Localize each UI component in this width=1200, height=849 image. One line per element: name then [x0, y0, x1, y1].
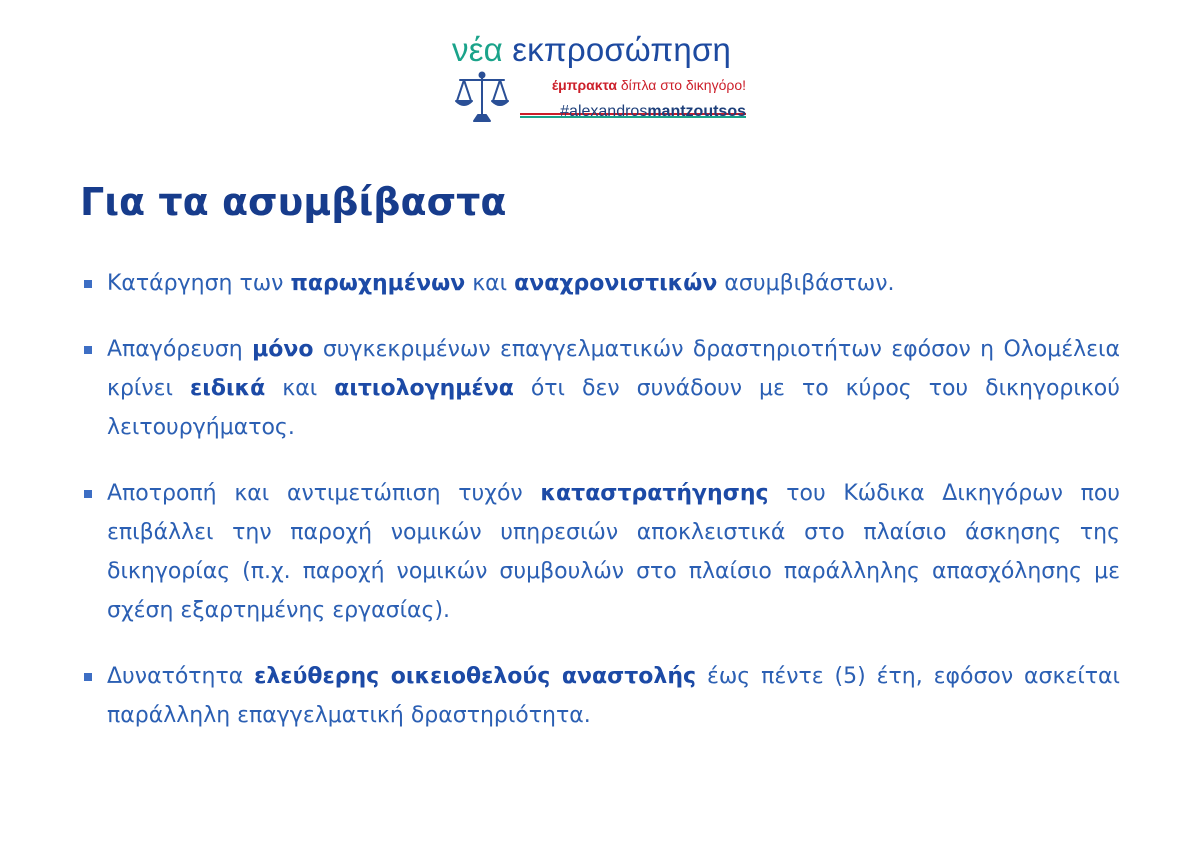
logo-title	[452, 30, 731, 70]
text-segment: Απαγόρευση	[107, 337, 253, 362]
text-segment: ότι δεν συνάδουν με το κύρος του δικηγορικού λειτουργήματος.	[107, 376, 1121, 440]
list-item	[80, 264, 1120, 303]
bullet-list	[80, 264, 1120, 762]
square-bullet-icon	[84, 490, 92, 498]
logo-hashtag-bold: mantzoutsos	[647, 103, 746, 120]
list-item	[80, 474, 1120, 630]
text-segment: έως πέντε (5) έτη, εφόσον ασκείται παράλληλη επαγγελματική δραστηριότητα.	[107, 664, 1120, 728]
logo-hashtag	[520, 102, 746, 122]
scales-of-justice-icon	[454, 71, 510, 125]
logo-tagline-rest: δίπλα στο δικηγόρο!	[620, 77, 746, 93]
page-heading: Για τα ασυμβίβαστα	[80, 180, 507, 224]
text-segment: Αποτροπή και αντιμετώπιση τυχόν	[107, 481, 541, 506]
text-segment: συγκεκριμένων επαγγελματικών δραστηριοτήτων εφόσον η Ολομέλεια κρίνει	[107, 337, 1121, 401]
bold-text: ελεύθερης οικειοθελούς αναστολής	[254, 664, 697, 689]
brand-logo	[452, 30, 752, 126]
text-segment: ασυμβιβάστων.	[717, 271, 895, 296]
bold-text: αιτιολογημένα	[334, 376, 514, 401]
logo-title-word-2: εκπροσώπηση	[512, 31, 732, 68]
text-segment: του Κώδικα Δικηγόρων που επιβάλλει την παροχή νομικών υπηρεσιών αποκλειστικά στο πλαίσιο άσκησης της δικηγορίας (π.χ. παροχή νομικών συμβουλών στο πλαίσιο παράλληλης απασχόλησης με σχέση εξαρτημένης εργασίας).	[107, 481, 1121, 623]
square-bullet-icon	[84, 346, 92, 354]
text-segment: και	[265, 376, 335, 401]
logo-hashtag-light: #alexandros	[560, 103, 648, 120]
bold-text: ειδικά	[190, 376, 266, 401]
text-segment: και	[465, 271, 515, 296]
list-item	[80, 657, 1120, 735]
bold-text: καταστρατήγησης	[540, 481, 769, 506]
list-item	[80, 330, 1120, 447]
bold-text: μόνο	[252, 337, 314, 362]
text-segment: Κατάργηση των	[107, 271, 291, 296]
text-segment: Δυνατότητα	[107, 664, 255, 689]
logo-tagline	[520, 76, 746, 94]
square-bullet-icon	[84, 673, 92, 681]
bold-text: παρωχημένων	[290, 271, 466, 296]
logo-tagline-bold: έμπρακτα	[551, 77, 617, 93]
square-bullet-icon	[84, 280, 92, 288]
bold-text: αναχρονιστικών	[514, 271, 718, 296]
logo-title-word-1: νέα	[452, 31, 503, 68]
